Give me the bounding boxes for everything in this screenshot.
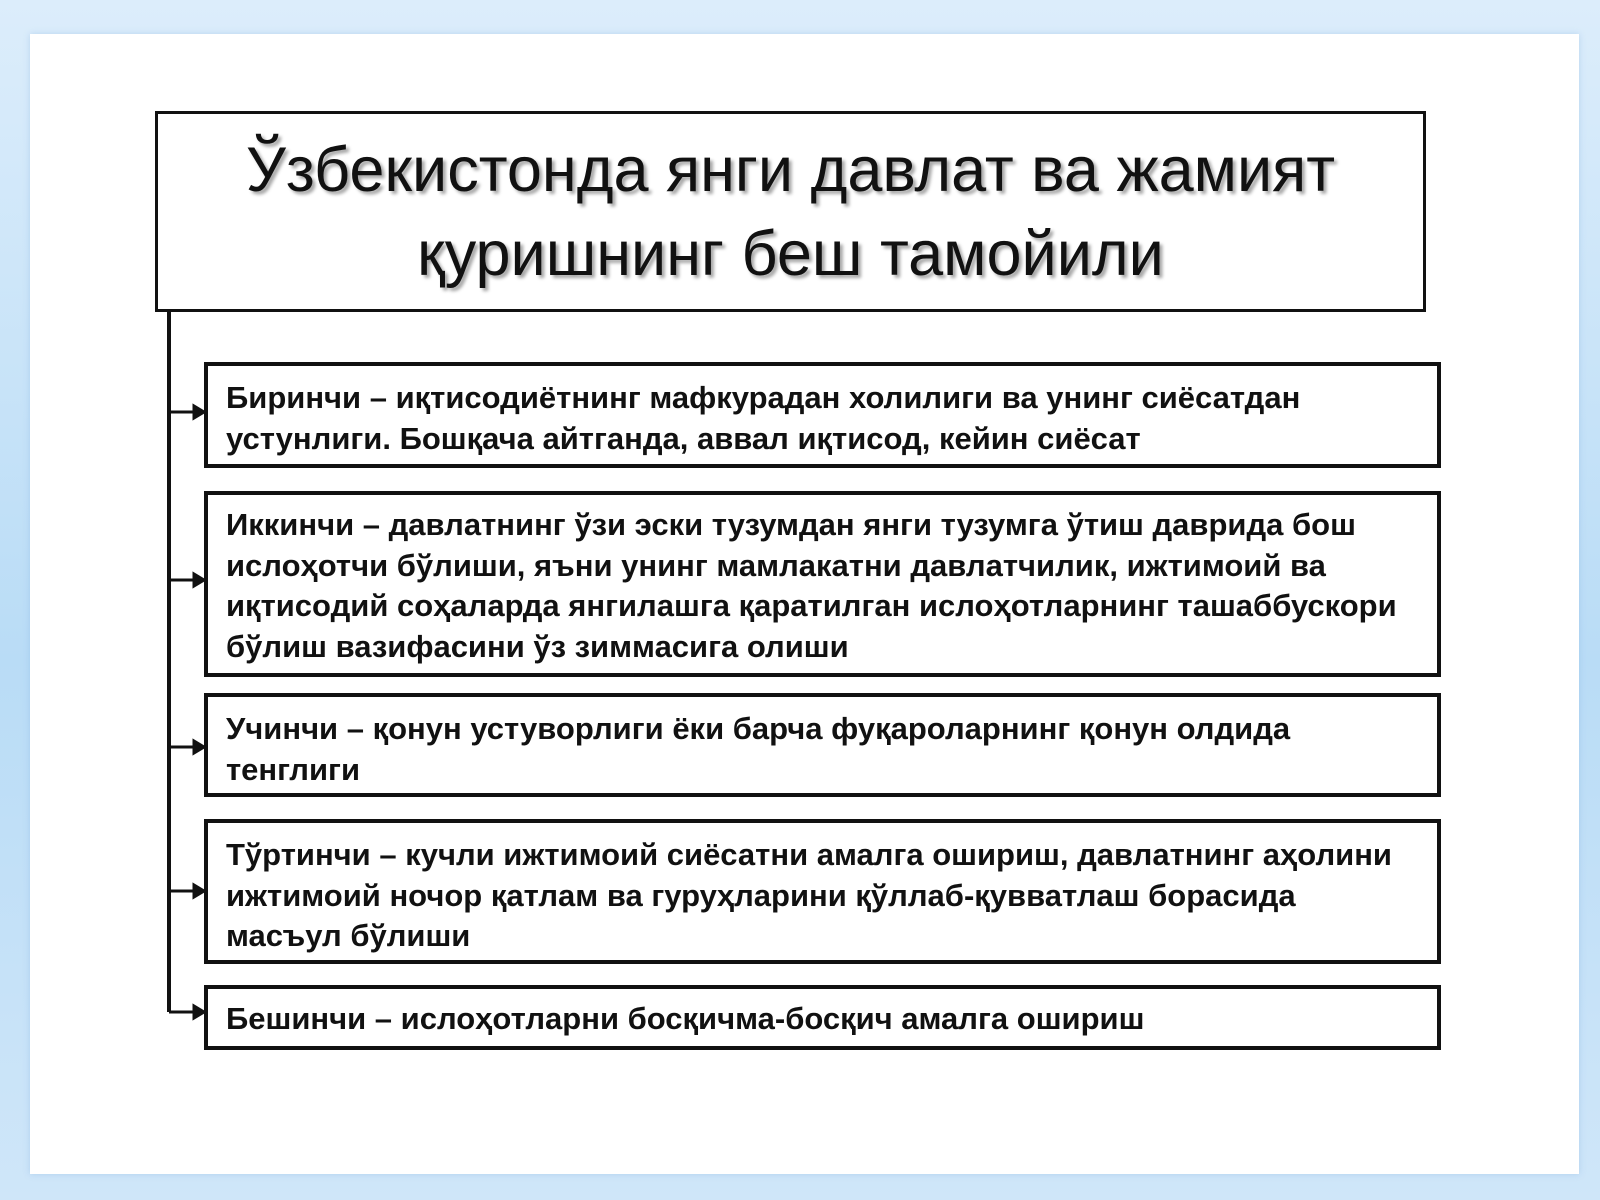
principle-text-3: Учинчи – қонун устуворлиги ёки барча фуқароларнинг қонун олдида тенглиги [226,711,1291,787]
principle-box-3 [204,693,1441,797]
principle-box-4 [204,819,1441,964]
principle-text-1: Биринчи – иқтисодиётнинг мафкурадан холилиги ва унинг сиёсатдан устунлиги. Бошқача айтганда, аввал иқтисод, кейин сиёсат [226,380,1301,456]
page-title: Ўзбекистонда янги давлат ва жамият қуришнинг беш тамойили [245,134,1336,289]
principle-box-2 [204,491,1441,677]
principle-text-5: Бешинчи – ислоҳотларни босқичма-босқич амалга ошириш [226,1001,1145,1036]
principle-text-4: Тўртинчи – кучли ижтимоий сиёсатни амалга ошириш, давлатнинг аҳолини ижтимоий ночор қатлам ва гуруҳларини қўллаб-қувватлаш борасида масъул бўлиши [226,837,1392,953]
title-box [155,111,1426,312]
principle-box-1 [204,362,1441,468]
principle-box-5 [204,985,1441,1050]
principle-text-2: Иккинчи – давлатнинг ўзи эски тузумдан янги тузумга ўтиш даврида бош ислоҳотчи бўлиши, яъни унинг мамлакатни давлатчилик, ижтимоий ва иқтисодий соҳаларда янгилашга қаратилган ислоҳотларнинг ташаббускори бўлиш вазифасини ўз зиммасига олиши [226,507,1397,664]
